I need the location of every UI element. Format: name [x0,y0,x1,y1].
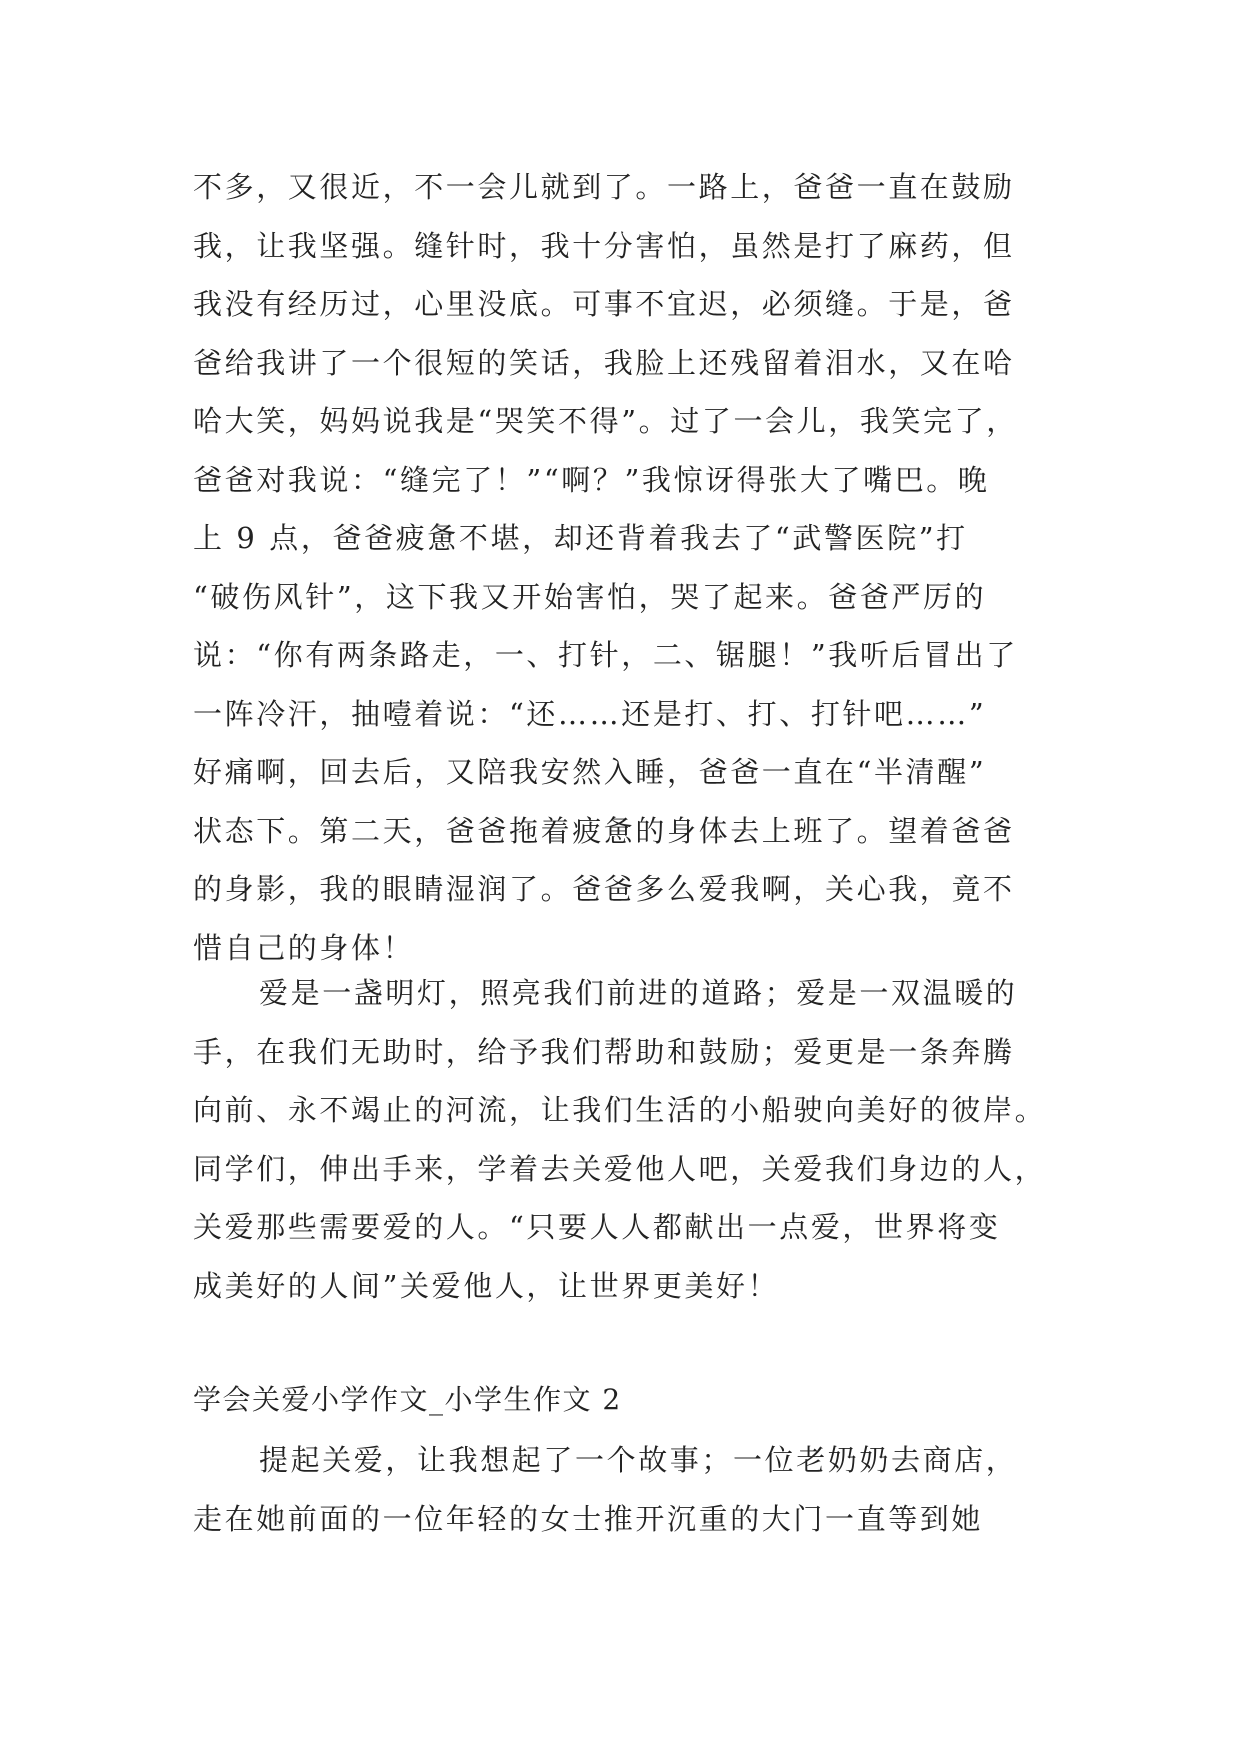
text-line: 惜自己的身体！ [193,930,415,965]
text-line: 走在她前面的一位年轻的女士推开沉重的大门一直等到她 [193,1501,984,1536]
text-line: 向前、永不竭止的河流，让我们生活的小船驶向美好的彼岸。 [193,1093,1047,1127]
text-line: 说：“你有两条路走，一、打针，二、锯腿！”我听后冒出了 [193,638,1018,672]
text-line: 状态下。第二天，爸爸拖着疲惫的身体去上班了。望着爸爸 [193,813,1015,848]
text-line: 我，让我坚强。缝针时，我十分害怕，虽然是打了麻药，但 [193,228,1015,263]
text-line: 好痛啊，回去后，又陪我安然入睡，爸爸一直在“半清醒” [193,755,987,789]
essay-paragraph-conclusion [193,964,1063,1315]
section-heading: 学会关爱小学作文_小学生作文 2 [193,1383,622,1416]
text-line: 关爱那些需要爱的人。“只要人人都献出一点爱，世界将变 [193,1210,1001,1244]
text-line: 同学们，伸出手来，学着去关爱他人吧，关爱我们身边的人， [193,1151,1047,1186]
text-line: 的身影，我的眼睛湿润了。爸爸多么爱我啊，关心我，竟不 [193,872,1015,906]
text-line: 哈大笑，妈妈说我是“哭笑不得”。过了一会儿，我笑完了， [193,404,1018,438]
text-line: 爸爸对我说：“缝完了！”“啊？”我惊讶得张大了嘴巴。晚 [193,462,990,497]
text-line: 爸给我讲了一个很短的笑话，我脸上还残留着泪水，又在哈 [193,345,1015,380]
text-line-first-indented: 提起关爱，让我想起了一个故事；一位老奶奶去商店， [259,1443,1018,1477]
text-line: 上 9 点，爸爸疲惫不堪，却还背着我去了“武警医院”打 [193,521,968,555]
text-line: “破伤风针”，这下我又开始害怕，哭了起来。爸爸严厉的 [193,579,987,614]
text-line: 一阵冷汗，抽噎着说：“还……还是打、打、打针吧……” [193,696,987,731]
text-line: 不多，又很近，不一会儿就到了。一路上，爸爸一直在鼓励 [193,170,1015,204]
essay-paragraph-continued [193,158,1063,977]
essay-paragraph-section-2 [193,1431,1063,1548]
text-line: 手，在我们无助时，给予我们帮助和鼓励；爱更是一条奔腾 [193,1034,1015,1069]
text-line: 成美好的人间”关爱他人，让世界更美好！ [193,1268,780,1303]
text-line: 我没有经历过，心里没底。可事不宜迟，必须缝。于是，爸 [193,287,1015,321]
text-line-first-indented: 爱是一盏明灯，照亮我们前进的道路；爱是一双温暖的 [259,976,1018,1010]
